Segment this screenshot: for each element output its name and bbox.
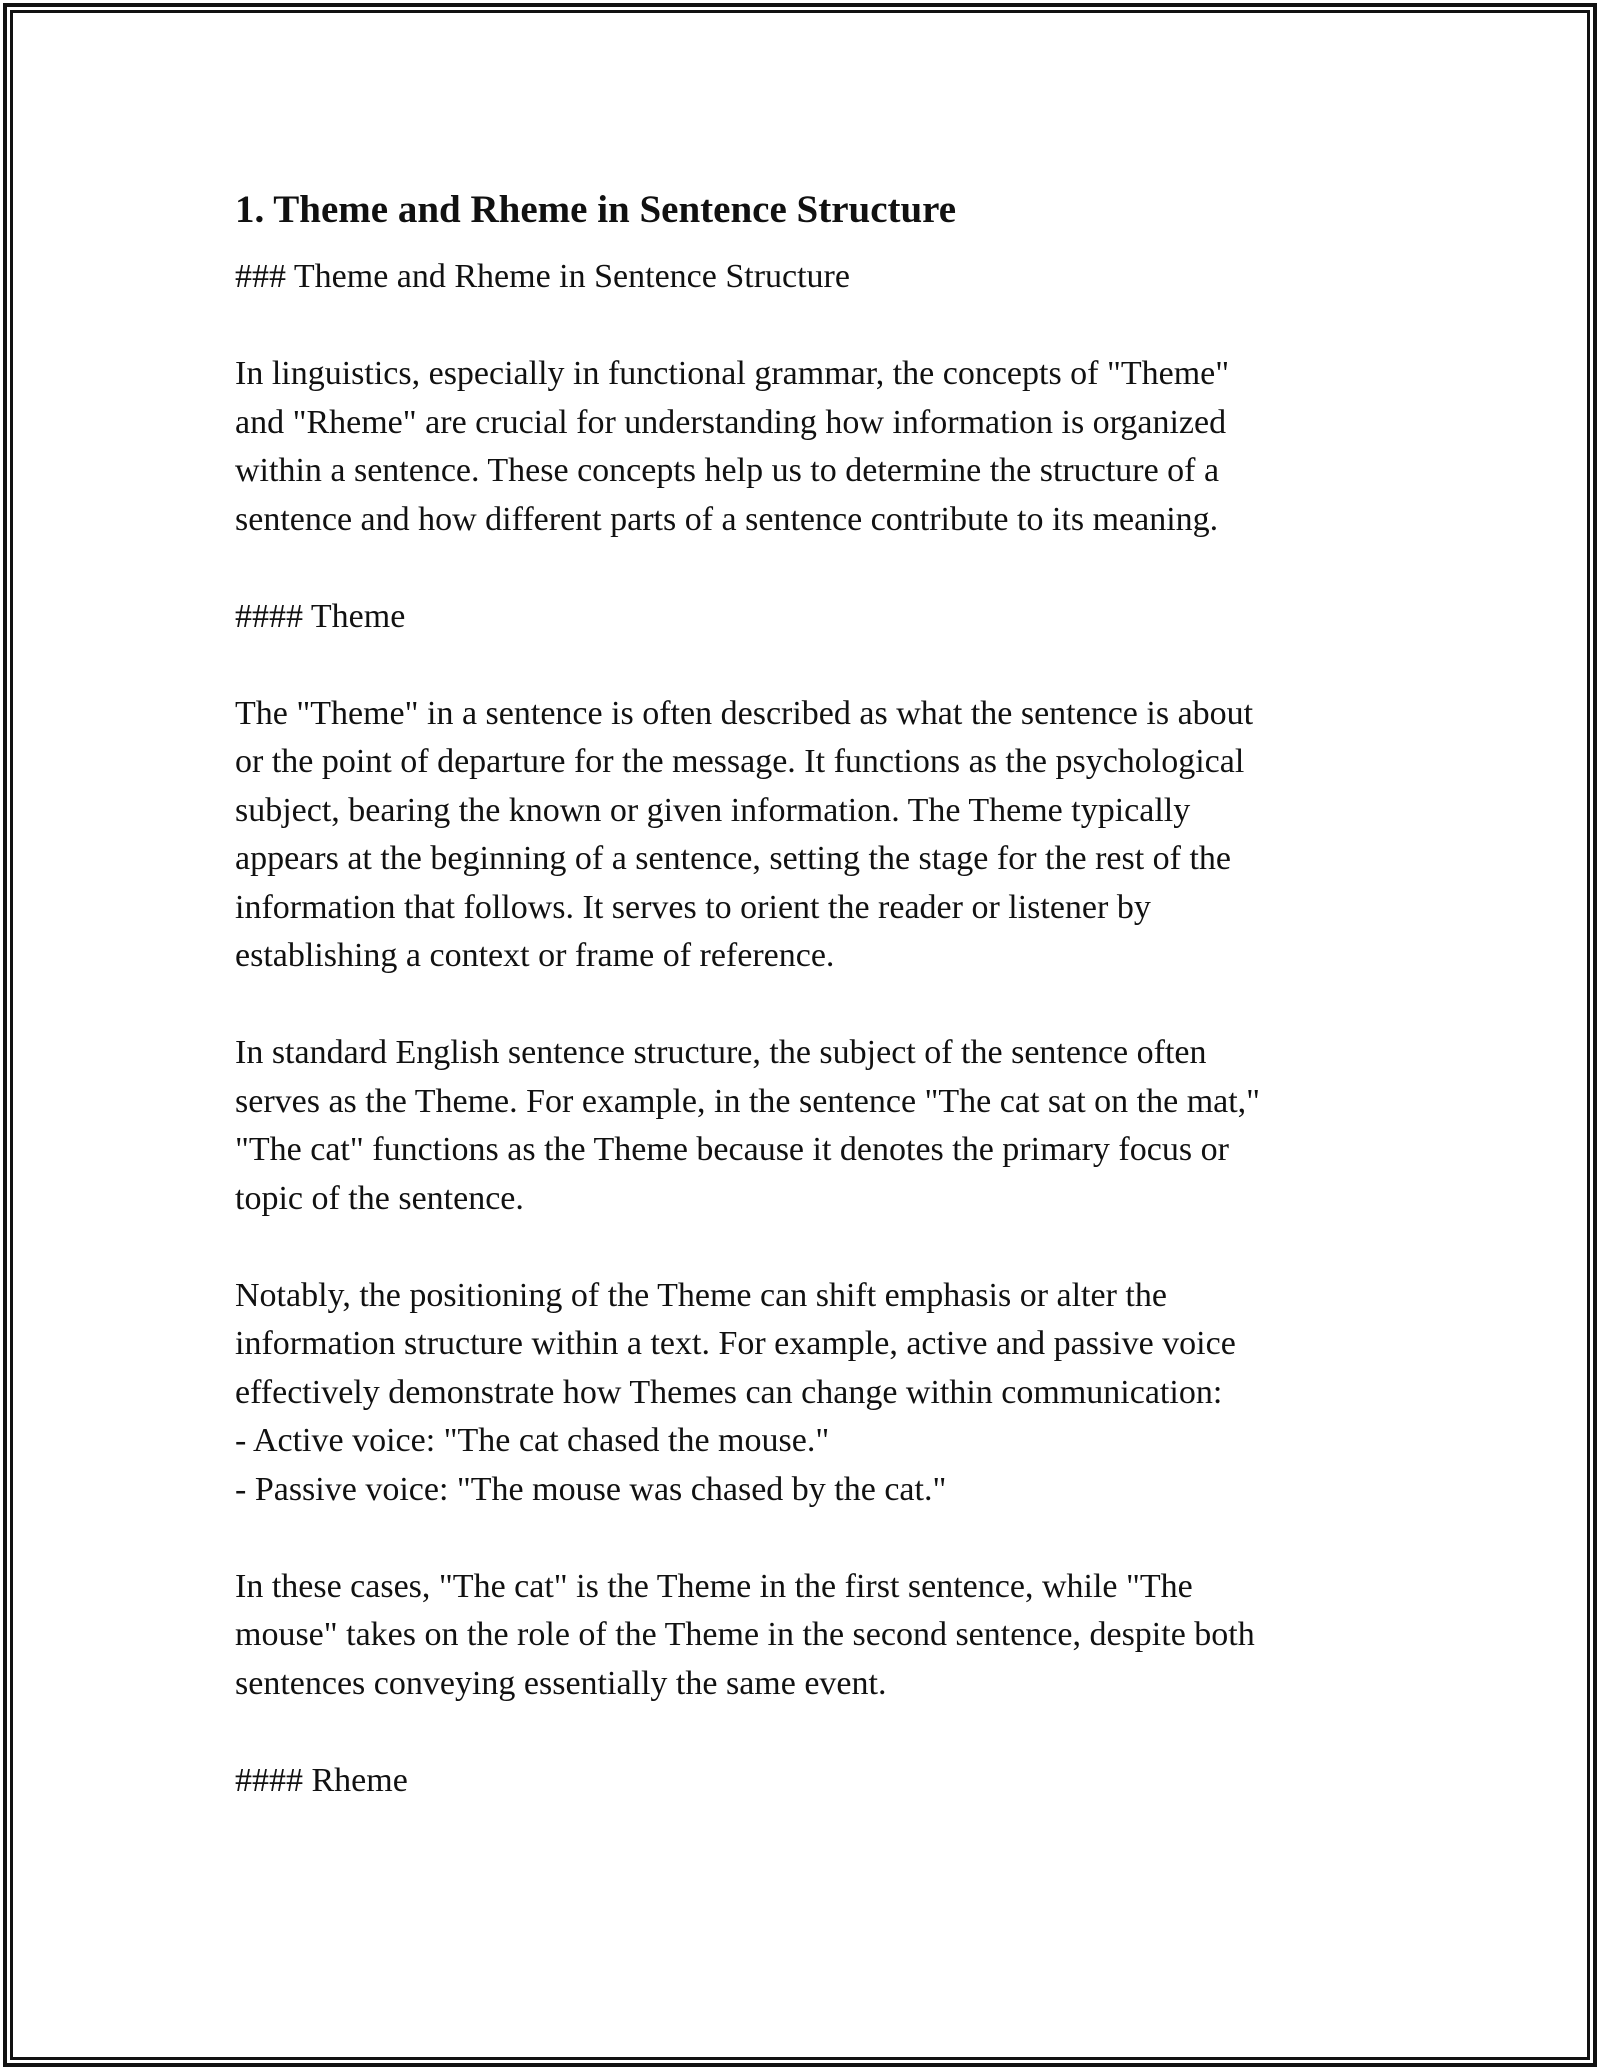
text-line: within a sentence. These concepts help us to determine the structure of a	[235, 452, 1220, 489]
theme-paragraph-1	[235, 690, 1365, 981]
text-line: In standard English sentence structure, the subject of the sentence often	[235, 1034, 1207, 1071]
text-line: topic of the sentence.	[235, 1179, 524, 1217]
document-title: 1. Theme and Rheme in Sentence Structure	[235, 188, 957, 231]
list-item-passive-voice: - Passive voice: "The mouse was chased by the cat."	[235, 1470, 947, 1508]
text-line: information structure within a text. For example, active and passive voice	[235, 1325, 1236, 1362]
text-line: subject, bearing the known or given information. The Theme typically	[235, 791, 1191, 829]
text-line: mouse" takes on the role of the Theme in the second sentence, despite both	[235, 1616, 1255, 1653]
text-line: sentence and how different parts of a sentence contribute to its meaning.	[235, 500, 1219, 538]
text-line: or the point of departure for the message. It functions as the psychological	[235, 743, 1245, 780]
text-line: In linguistics, especially in functional grammar, the concepts of "Theme"	[235, 355, 1230, 392]
text-line: sentences conveying essentially the same event.	[235, 1664, 887, 1702]
text-line: effectively demonstrate how Themes can change within communication:	[235, 1373, 1223, 1411]
text-line: In these cases, "The cat" is the Theme in the first sentence, while "The	[235, 1567, 1193, 1605]
theme-paragraph-2	[235, 1029, 1365, 1223]
theme-paragraph-4	[235, 1563, 1365, 1709]
text-line: serves as the Theme. For example, in the sentence "The cat sat on the mat,"	[235, 1082, 1261, 1120]
text-line: Notably, the positioning of the Theme can shift emphasis or alter the	[235, 1276, 1167, 1314]
text-line: "The cat" functions as the Theme because it denotes the primary focus or	[235, 1131, 1229, 1168]
subheading: ### Theme and Rheme in Sentence Structure	[235, 258, 850, 295]
document-body	[235, 180, 1365, 1805]
text-line: and "Rheme" are crucial for understanding how information is organized	[235, 403, 1227, 441]
text-line: appears at the beginning of a sentence, setting the stage for the rest of the	[235, 840, 1232, 877]
text-line: information that follows. It serves to orient the reader or listener by	[235, 888, 1151, 926]
theme-paragraph-3	[235, 1272, 1365, 1515]
rheme-heading: #### Rheme	[235, 1761, 408, 1799]
text-line: The "Theme" in a sentence is often described as what the sentence is about	[235, 694, 1254, 732]
list-item-active-voice: - Active voice: "The cat chased the mouse."	[235, 1422, 830, 1459]
intro-paragraph	[235, 350, 1365, 544]
text-line: establishing a context or frame of reference.	[235, 937, 835, 974]
theme-heading: #### Theme	[235, 597, 406, 635]
